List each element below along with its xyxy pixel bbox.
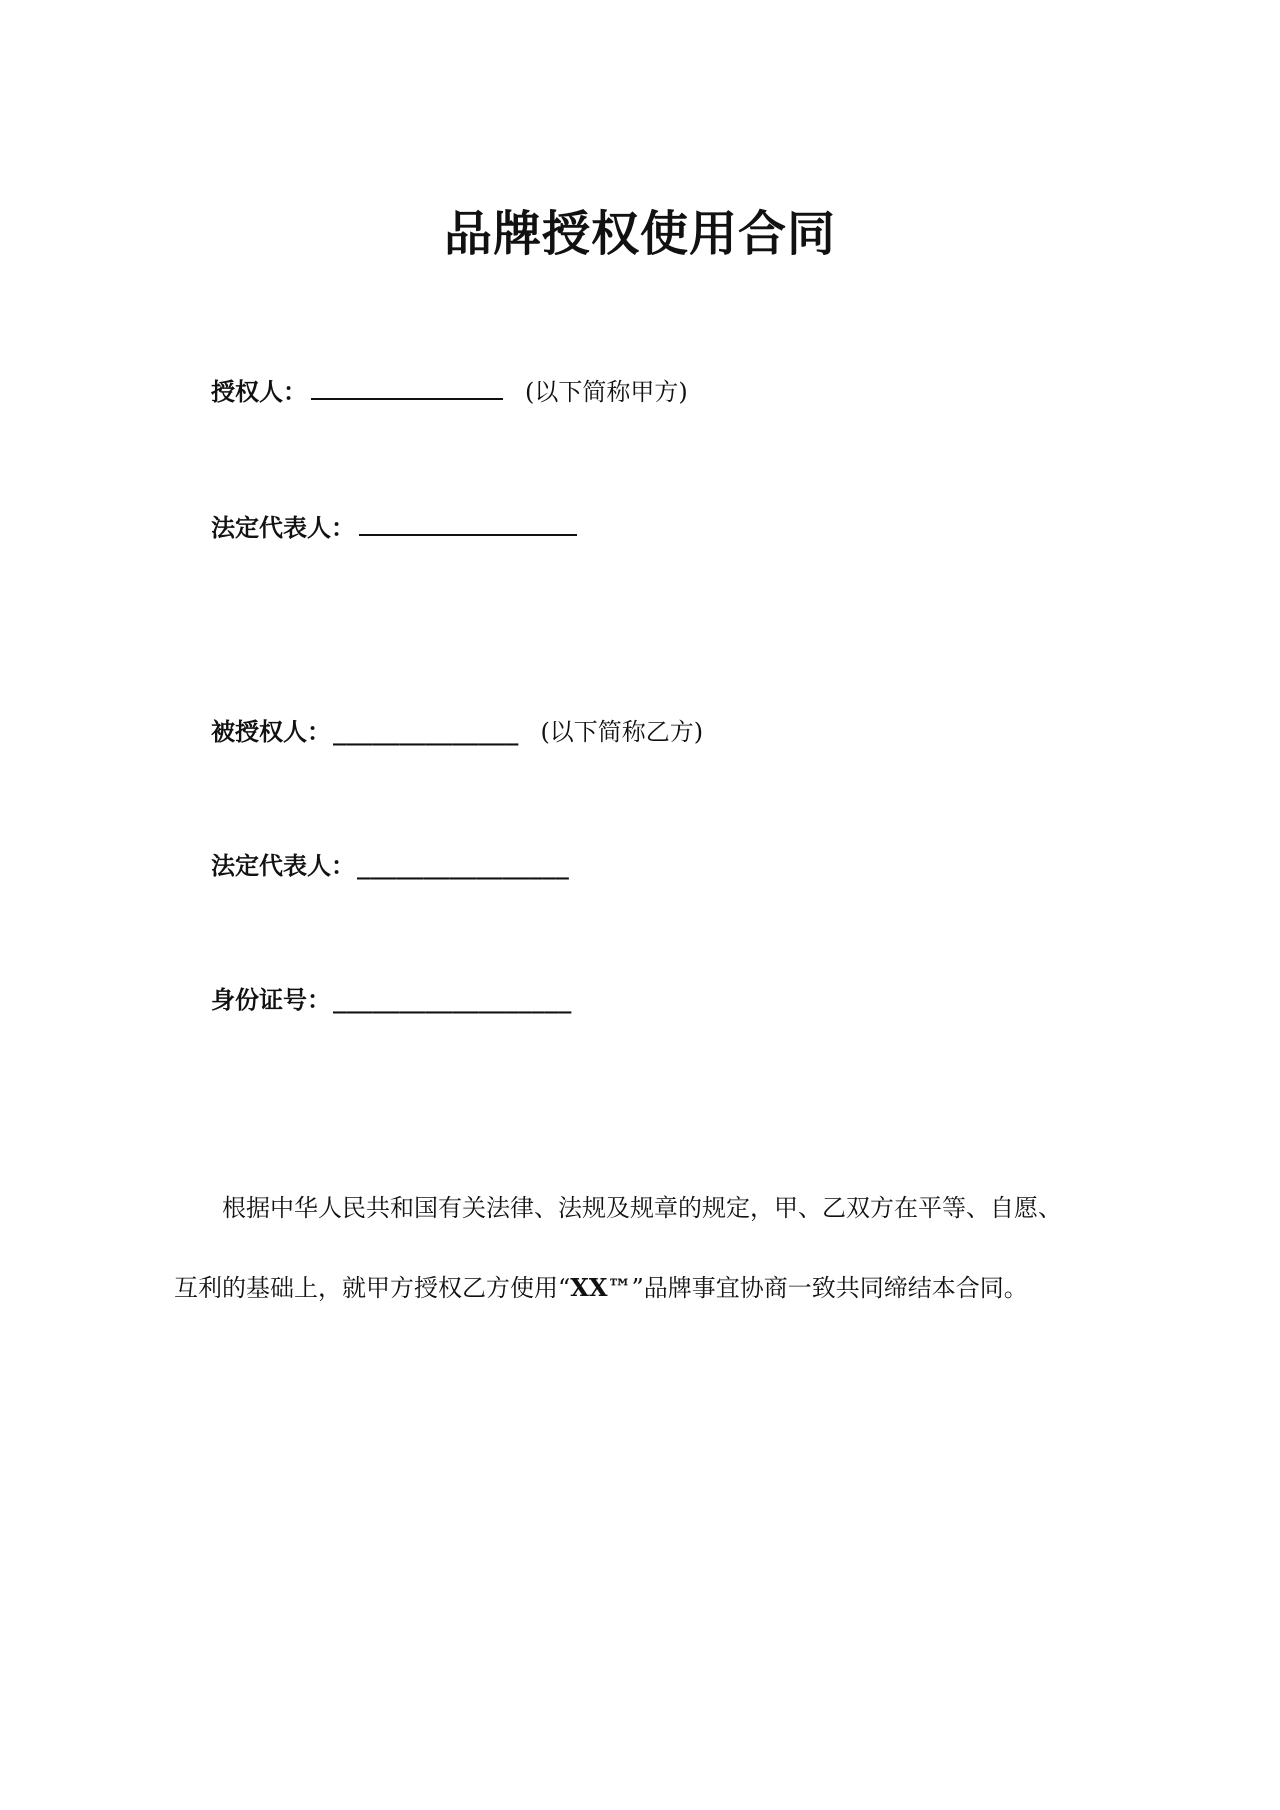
brand-name: XX™ xyxy=(570,1273,632,1302)
licensor-label: 授权人： xyxy=(211,377,307,406)
licensee-label: 被授权人： xyxy=(211,717,331,746)
preamble-line-2-start: 互利的基础上，就甲方授权乙方使用“ xyxy=(174,1274,571,1302)
preamble-paragraph xyxy=(174,1168,1134,1328)
page-title: 品牌授权使用合同 xyxy=(443,206,836,262)
licensor-rep-label: 法定代表人： xyxy=(211,513,355,542)
licensee-blank: ______________ xyxy=(333,721,519,746)
licensor-note: (以下简称甲方) xyxy=(525,378,688,406)
preamble-line-2 xyxy=(174,1248,1134,1328)
licensor-rep-blank xyxy=(359,512,577,536)
licensor-row xyxy=(211,376,688,408)
id-number-blank: __________________ xyxy=(333,989,572,1014)
licensee-rep-row xyxy=(211,850,569,884)
id-number-label: 身份证号： xyxy=(211,985,331,1014)
licensee-note: (以下简称乙方) xyxy=(540,718,704,746)
licensor-rep-row xyxy=(211,512,577,544)
licensee-rep-label: 法定代表人： xyxy=(211,851,355,880)
preamble-line-2-end: ”品牌事宜协商一致共同缔结本合同。 xyxy=(631,1274,1028,1302)
preamble-line-1: 根据中华人民共和国有关法律、法规及规章的规定，甲、乙双方在平等、自愿、 xyxy=(222,1194,1062,1222)
licensor-blank xyxy=(311,376,503,400)
licensee-row xyxy=(211,716,703,750)
licensee-rep-blank: ________________ xyxy=(357,855,569,880)
id-number-row xyxy=(211,984,571,1018)
